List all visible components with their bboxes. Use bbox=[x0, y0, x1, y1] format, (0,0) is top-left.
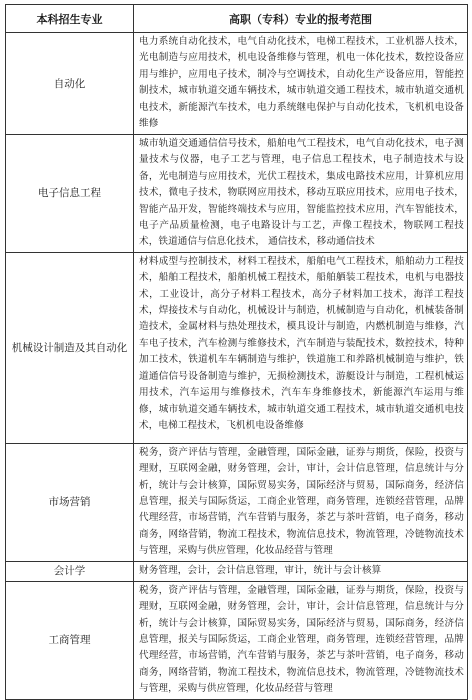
table-row bbox=[6, 581, 468, 699]
major-name: 机械设计制造及其自动化 bbox=[6, 252, 134, 443]
header-vocational-scope: 高职（专科）专业的报考范围 bbox=[134, 5, 468, 33]
major-name: 市场营销 bbox=[6, 443, 134, 561]
scope-text: 材料成型与控制技术，材料工程技术，船舶电气工程技术，船舶动力工程技术，船舶工程技术，船舶机械工程技术，船舶舾装工程技术，电机与电器技术，工业设计，高分子材料工程技术，高分子材料加工技术，海洋工程技术，焊接技术与自动化，机械设计与制造，机械制造与自动化，机械装备制造技术，金属材料与热处理技术，模具设计与制造，内燃机制造与维修，汽车电子技术，汽车检测与维修技术，汽车制造与装配技术，数控技术，特种加工技术，铁道机车车辆制造与维护，铁道施工和养路机械制造与维护，铁道通信信号设备制造与维护，无损检测技术，游艇设计与制造，工程机械运用技术，汽车运用与维修技术，汽车车身维修技术，新能源汽车运用与维修，城市轨道交通车辆技术，城市轨道交通工程技术，城市轨道交通机电技术，电梯工程技术，飞机机电设备维修 bbox=[134, 252, 468, 443]
table-row bbox=[6, 561, 468, 581]
table-row bbox=[6, 443, 468, 561]
major-name: 电子信息工程 bbox=[6, 135, 134, 253]
table-row bbox=[6, 33, 468, 135]
major-scope-table bbox=[5, 4, 468, 700]
scope-text: 税务，资产评估与管理，金融管理，国际金融，证券与期货，保险，投资与理财，互联网金融，财务管理，会计，审计，会计信息管理，信息统计与分析，统计与会计核算，国际贸易实务，国际经济与贸易，国际商务，经济信息管理，报关与国际货运，工商企业管理，商务管理，连锁经营管理，品牌代理经营，市场营销，汽车营销与服务，茶艺与茶叶营销，电子商务，移动商务，网络营销，物流工程技术，物流信息技术，物流管理，冷链物流技术与管理，采购与供应管理，化妆品经营与管理 bbox=[134, 581, 468, 699]
scope-text: 税务，资产评估与管理，金融管理，国际金融，证券与期货，保险，投资与理财，互联网金融，财务管理，会计，审计，会计信息管理，信息统计与分析，统计与会计核算，国际贸易实务，国际经济与贸易，国际商务，经济信息管理，报关与国际货运，工商企业管理，商务管理，连锁经营管理，品牌代理经营，市场营销，汽车营销与服务，茶艺与茶叶营销，电子商务，移动商务，网络营销，物流工程技术，物流信息技术，物流管理，冷链物流技术与管理，采购与供应管理，化妆品经营与管理 bbox=[134, 443, 468, 561]
major-name: 工商管理 bbox=[6, 581, 134, 699]
scope-text: 电力系统自动化技术，电气自动化技术，电梯工程技术，工业机器人技术，光电制造与应用技术，机电设备维修与管理，机电一体化技术，数控设备应用与维护，应用电子技术，制冷与空调技术，自动化生产设备应用，智能控制技术，城市轨道交通车辆技术，城市轨道交通工程技术，城市轨道交通机电技术，新能源汽车技术，电力系统继电保护与自动化技术，飞机机电设备维修 bbox=[134, 33, 468, 135]
major-name: 会计学 bbox=[6, 561, 134, 581]
scope-text: 财务管理，会计，会计信息管理，审计，统计与会计核算 bbox=[134, 561, 468, 581]
major-name: 自动化 bbox=[6, 33, 134, 135]
scope-text: 城市轨道交通通信信号技术，船舶电气工程技术，电气自动化技术，电子测量技术与仪器，电子工艺与管理，电子信息工程技术，电子制造技术与设备，光电制造与应用技术，光伏工程技术，集成电路技术应用，计算机应用技术，微电子技术，物联网应用技术，移动互联应用技术，应用电子技术，智能产品开发，智能终端技术与应用，智能监控技术应用，汽车智能技术，电子产品质量检测，电子电路设计与工艺，声像工程技术，物联网工程技术，铁道通信与信息化技术， 通信技术，移动通信技术 bbox=[134, 135, 468, 253]
header-undergrad-major: 本科招生专业 bbox=[6, 5, 134, 33]
table-header-row bbox=[6, 5, 468, 33]
table-row bbox=[6, 135, 468, 253]
table-row bbox=[6, 252, 468, 443]
